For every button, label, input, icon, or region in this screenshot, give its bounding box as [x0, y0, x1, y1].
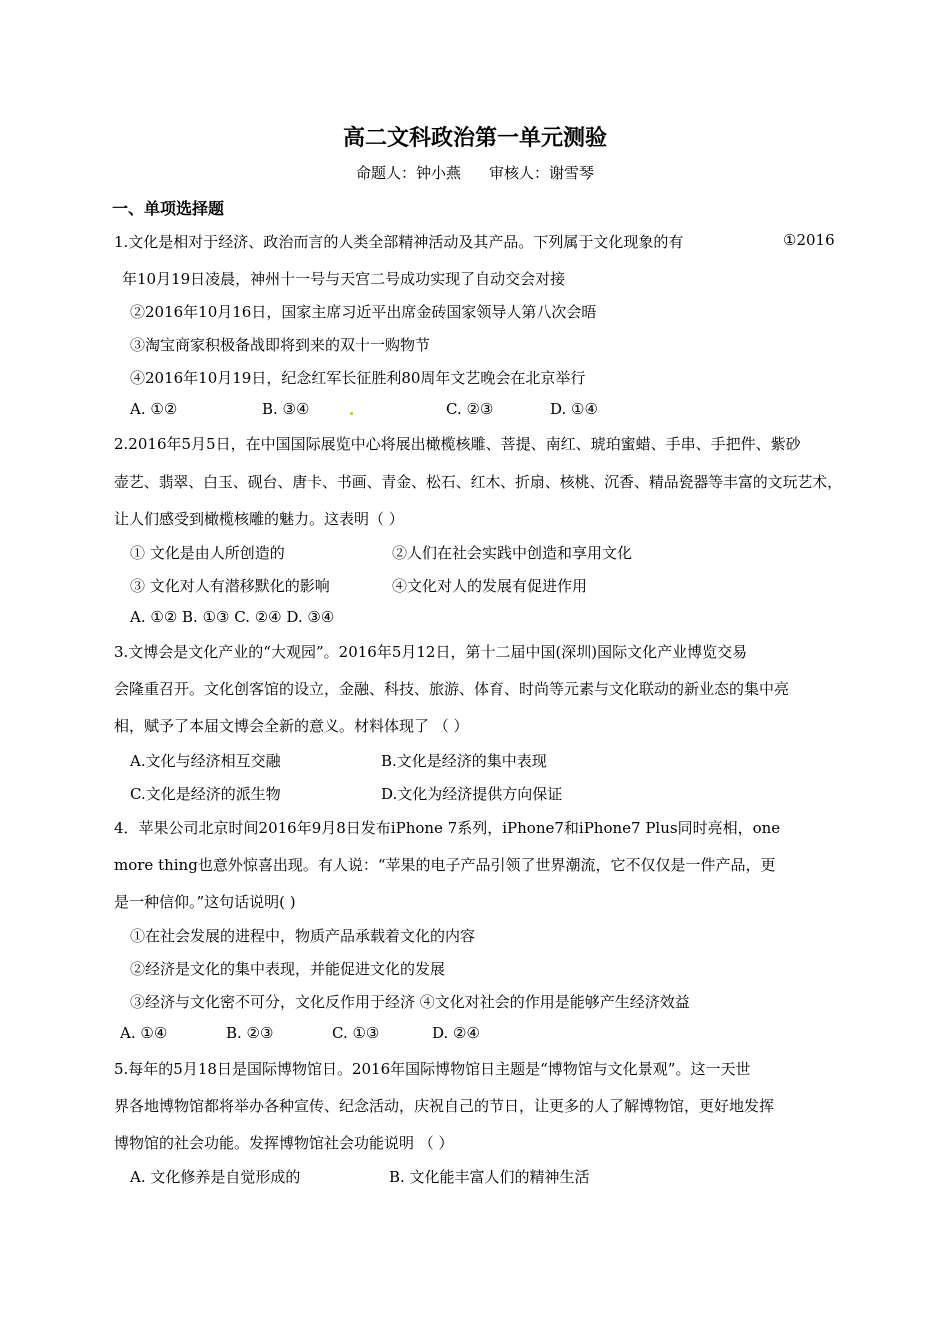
q4-option-a[interactable]: A. ①④	[120, 1024, 168, 1042]
q1-option-d[interactable]: D. ①④	[550, 400, 598, 418]
setter-label: 命题人：钟小燕	[355, 164, 461, 182]
q5-option-b[interactable]: B. 文化能丰富人们的精神生活	[389, 1168, 590, 1186]
q2-line-2: 壶艺、翡翠、白玉、砚台、唐卡、书画、青金、松石、红木、折扇、核桃、沉香、精品瓷器等丰富的文玩艺术，	[114, 473, 843, 491]
q3-line-2: 会隆重召开。文化创客馆的设立，金融、科技、旅游、体育、时尚等元素与文化联动的新业态的集中亮	[114, 680, 790, 698]
q1-statement-4: ④2016年10月19日，纪念红军长征胜利80周年文艺晚会在北京举行	[130, 369, 586, 387]
q5-option-a[interactable]: A. 文化修养是自觉形成的	[130, 1168, 301, 1186]
q1-option-b[interactable]: B. ③④	[262, 400, 310, 418]
q4-statement-2: ②经济是文化的集中表现，并能促进文化的发展	[130, 960, 446, 978]
q1-option-a[interactable]: A. ①②	[130, 400, 178, 418]
q4-line-2: more thing也意外惊喜出现。有人说：“苹果的电子产品引领了世界潮流，它不仅仅是一件产品，更	[114, 856, 776, 874]
authors-line	[0, 162, 950, 183]
stray-mark	[350, 412, 353, 415]
q2-statement-3: ③ 文化对人有潜移默化的影响	[130, 577, 330, 595]
q4-option-c[interactable]: C. ①③	[332, 1024, 380, 1042]
section-heading: 一、单项选择题	[112, 199, 225, 218]
reviewer-label: 审核人：谢雪琴	[489, 164, 595, 182]
q4-line-3: 是一种信仰。”这句话说明( )	[114, 893, 296, 911]
q3-option-a[interactable]: A.文化与经济相互交融	[130, 752, 281, 770]
q2-line-3: 让人们感受到橄榄核雕的魅力。这表明（ ）	[114, 510, 404, 528]
q4-line-1: 4．苹果公司北京时间2016年9月8日发布iPhone 7系列，iPhone7和iPhone7 Plus同时亮相，one	[114, 819, 781, 837]
q2-statement-2: ②人们在社会实践中创造和享用文化	[392, 544, 633, 562]
q4-option-d[interactable]: D. ②④	[432, 1024, 480, 1042]
q5-line-2: 界各地博物馆都将举办各种宣传、纪念活动，庆祝自己的节日，让更多的人了解博物馆，更好地发挥	[114, 1097, 775, 1115]
q3-line-1: 3.文博会是文化产业的“大观园”。2016年5月12日，第十二届中国(深圳)国际文化产业博览交易	[114, 643, 748, 661]
q4-statement-1: ①在社会发展的进程中，物质产品承载着文化的内容	[130, 927, 476, 945]
q1-statement-3: ③淘宝商家积极备战即将到来的双十一购物节	[130, 336, 431, 354]
page-title: 高二文科政治第一单元测验	[342, 126, 607, 151]
q5-line-3: 博物馆的社会功能。发挥博物馆社会功能说明 （ ）	[114, 1134, 454, 1152]
q1-option-c[interactable]: C. ②③	[446, 400, 494, 418]
q1-statement-2: ②2016年10月16日，国家主席习近平出席金砖国家领导人第八次会晤	[130, 303, 597, 321]
q2-statement-4: ④文化对人的发展有促进作用	[392, 577, 588, 595]
q2-line-1: 2.2016年5月5日，在中国国际展览中心将展出橄榄核雕、菩提、南红、琥珀蜜蜡、手串、手把件、紫砂	[114, 435, 801, 453]
q4-option-b[interactable]: B. ②③	[226, 1024, 274, 1042]
q1-line-1: 1.文化是相对于经济、政治而言的人类全部精神活动及其产品。下列属于文化现象的有	[114, 233, 684, 251]
q1-line-1-tail: ①2016	[783, 231, 835, 249]
q3-option-b[interactable]: B.文化是经济的集中表现	[381, 752, 547, 770]
q3-option-c[interactable]: C.文化是经济的派生物	[130, 785, 281, 803]
q3-line-3: 相，赋予了本届文博会全新的意义。材料体现了 （ ）	[114, 717, 469, 735]
q4-statement-3-4: ③经济与文化密不可分，文化反作用于经济 ④文化对社会的作用是能够产生经济效益	[130, 993, 690, 1011]
q3-option-d[interactable]: D.文化为经济提供方向保证	[381, 785, 563, 803]
q2-options[interactable]: A. ①② B. ①③ C. ②④ D. ③④	[130, 608, 335, 626]
q2-statement-1: ① 文化是由人所创造的	[130, 544, 285, 562]
q1-line-2: 年10月19日凌晨，神州十一号与天宫二号成功实现了自动交会对接	[122, 270, 566, 288]
q5-line-1: 5.每年的5月18日是国际博物馆日。2016年国际博物馆日主题是“博物馆与文化景观”。这一天世	[114, 1060, 751, 1078]
